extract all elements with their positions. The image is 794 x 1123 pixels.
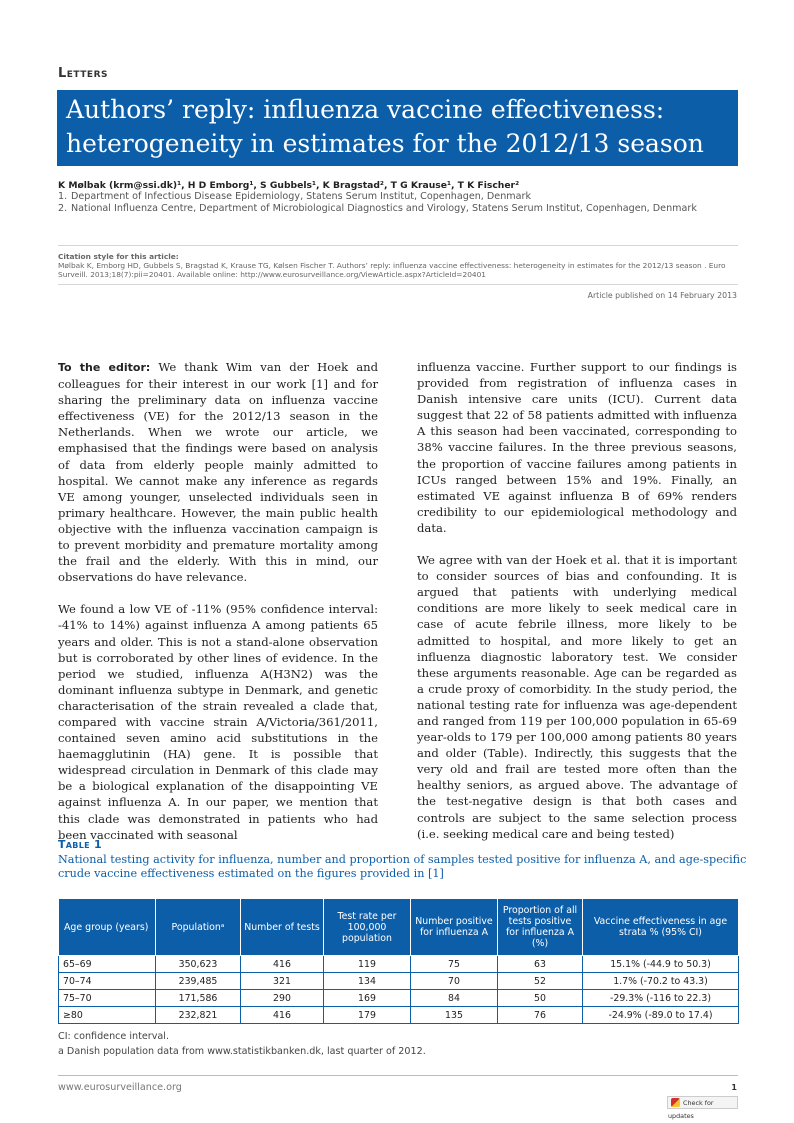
table-cell: 239,485 bbox=[156, 973, 241, 990]
column-header: Number positive for influenza A bbox=[411, 899, 498, 956]
title-banner bbox=[57, 90, 738, 166]
table-cell: 76 bbox=[498, 1007, 583, 1024]
paragraph bbox=[58, 601, 378, 842]
citation-heading: Citation style for this article: bbox=[58, 252, 179, 261]
column-header: Number of tests bbox=[241, 899, 324, 956]
table-row bbox=[59, 973, 739, 990]
author-list: K Mølbak (krm@ssi.dk)¹, H D Emborg¹, S Gubbels¹, K Bragstad², T G Krause¹, T K Fischer² bbox=[58, 180, 520, 191]
column-header: Populationᵃ bbox=[156, 899, 241, 956]
footer-divider bbox=[58, 1075, 738, 1076]
published-date: Article published on 14 February 2013 bbox=[587, 291, 737, 300]
paragraph-text: We thank Wim van der Hoek and colleagues for their interest in our work [1] and for sharing the preliminary data on influenza vaccine effectiveness (VE) for the 2012/13 season in the Netherlands. When we wrote our article, we emphasised that the findings were based on analysis of data from elderly people mainly admitted to hospital. We cannot make any inference as regards VE among younger, unselected individuals seen in primary healthcare. However, the main public health objective with the influenza vaccination campaign is to prevent morbidity and premature mortality among the frail and the elderly. With this in mind, our observations do have relevance. bbox=[58, 360, 378, 585]
table-row bbox=[59, 956, 739, 973]
footer-site: www.eurosurveillance.org bbox=[58, 1082, 182, 1093]
check-for-updates-label: Check for updates bbox=[668, 1099, 714, 1120]
right-column bbox=[417, 359, 737, 858]
divider bbox=[58, 245, 738, 246]
paragraph bbox=[58, 359, 378, 585]
table-cell: 84 bbox=[411, 990, 498, 1007]
table-cell: 321 bbox=[241, 973, 324, 990]
table-cell: 232,821 bbox=[156, 1007, 241, 1024]
table-cell: 134 bbox=[324, 973, 411, 990]
table-cell: 416 bbox=[241, 956, 324, 973]
check-for-updates-button[interactable] bbox=[667, 1096, 738, 1120]
column-header: Age group (years) bbox=[59, 899, 156, 956]
column-header: Test rate per 100,000 population bbox=[324, 899, 411, 956]
table-cell: 416 bbox=[241, 1007, 324, 1024]
table-row bbox=[59, 1007, 739, 1024]
table-cell: 75–70 bbox=[59, 990, 156, 1007]
table-cell: 171,586 bbox=[156, 990, 241, 1007]
table-cell: 50 bbox=[498, 990, 583, 1007]
affiliation-text: National Influenza Centre, Department of Microbiological Diagnostics and Virology, Statens Serum Institut, Copenhagen, Denmark bbox=[71, 203, 697, 214]
table-cell: 65–69 bbox=[59, 956, 156, 973]
table-cell: 52 bbox=[498, 973, 583, 990]
table-footnote-ci: CI: confidence interval. bbox=[58, 1031, 170, 1042]
article-title: Authors’ reply: influenza vaccine effectiveness: heterogeneity in estimates for the 2012/13 season bbox=[66, 95, 704, 158]
table-cell: 135 bbox=[411, 1007, 498, 1024]
table-cell: 119 bbox=[324, 956, 411, 973]
paragraph: We agree with van der Hoek et al. that it is important to consider sources of bias and confounding. It is argued that patients with underlying medical conditions are more likely to seek medical care in case of acute febrile illness, more likely to be admitted to hospital, and more likely to get an influenza diagnostic laboratory test. We consider these arguments reasonable. Age can be regarded as a crude proxy of comorbidity. In the study period, the national testing rate for influenza was age-dependent and ranged from 119 per 100,000 population in 65-69 year-olds to 179 per 100,000 among patients 80 years and older (Table). Indirectly, this suggests that the very old and frail are tested more often than the healthy seniors, as argued above. The advantage of the test-negative design is that both cases and controls are subject to the same selection process (i.e. seeking medical care and being tested) bbox=[417, 553, 737, 841]
column-header: Vaccine effectiveness in age strata % (95% CI) bbox=[583, 899, 739, 956]
affiliation-text: Department of Infectious Disease Epidemiology, Statens Serum Institut, Copenhagen, Denmark bbox=[71, 191, 532, 202]
data-table bbox=[58, 898, 739, 1024]
table-cell: 350,623 bbox=[156, 956, 241, 973]
table-cell: 63 bbox=[498, 956, 583, 973]
table-cell: 70 bbox=[411, 973, 498, 990]
citation-text: Mølbak K, Emborg HD, Gubbels S, Bragstad K, Krause TG, Kølsen Fischer T. Authors’ reply: influenza vaccine effectiveness: heterogeneity in estimates for the 2012/13 season . Euro Surveill. 2013;18(7):pii=20401. Available online: http://www.eurosurveillance.org/ViewArticle.aspx?ArticleId=20401 bbox=[58, 261, 726, 279]
affiliation-number: 2. bbox=[58, 203, 68, 214]
table-row bbox=[59, 990, 739, 1007]
affiliation-number: 1. bbox=[58, 191, 68, 202]
table-footnote-a: a Danish population data from www.statistikbanken.dk, last quarter of 2012. bbox=[58, 1046, 426, 1057]
table-cell: 179 bbox=[324, 1007, 411, 1024]
table-header-row bbox=[59, 899, 739, 956]
page-number: 1 bbox=[731, 1083, 737, 1092]
section-label: Letters bbox=[58, 66, 108, 81]
table-caption: National testing activity for influenza, number and proportion of samples tested positive for influenza A, and age-specific crude vaccine effectiveness estimated on the figures provided in [1] bbox=[58, 853, 747, 880]
table-cell: -24.9% (-89.0 to 17.4) bbox=[583, 1007, 739, 1024]
table-cell: 290 bbox=[241, 990, 324, 1007]
column-header: Proportion of all tests positive for influenza A (%) bbox=[498, 899, 583, 956]
paragraph-text: We found a low VE of -11% (95% confidence interval: -41% to 14%) against influenza A among patients 65 years and older. This is not a stand-alone observation but is corroborated by other lines of evidence. In the period we studied, influenza A(H3N2) was the dominant influenza subtype in Denmark, and genetic characterisation of the strain revealed a clade that, compared with vaccine strain A/Victoria/361/2011, contained seven amino acid substitutions in the haemagglutinin (HA) gene. It is possible that widespread circulation in Denmark of this clade may be a biological explanation of the disappointing VE against influenza A. In our paper, we mention that this clade was demonstrated in patients who had been vaccinated with seasonal bbox=[58, 602, 378, 842]
crossmark-icon bbox=[671, 1098, 680, 1107]
table-heading: Table 1 bbox=[58, 838, 102, 851]
table-cell: ≥80 bbox=[59, 1007, 156, 1024]
table-cell: -29.3% (-116 to 22.3) bbox=[583, 990, 739, 1007]
paragraph-lead: To the editor: bbox=[58, 361, 151, 374]
left-column bbox=[58, 359, 378, 859]
table-cell: 1.7% (-70.2 to 43.3) bbox=[583, 973, 739, 990]
table-cell: 169 bbox=[324, 990, 411, 1007]
table-cell: 15.1% (-44.9 to 50.3) bbox=[583, 956, 739, 973]
paragraph: influenza vaccine. Further support to our findings is provided from registration of influenza cases in Danish intensive care units (ICU). Current data suggest that 22 of 58 patients admitted with influenza A this season had been vaccinated, corresponding to 38% vaccine failures. In the three previous seasons, the proportion of vaccine failures among patients in ICUs ranged between 15% and 19%. Finally, an estimated VE against influenza B of 69% renders credibility to our epidemiological methodology and data. bbox=[417, 360, 737, 535]
table-cell: 70–74 bbox=[59, 973, 156, 990]
divider bbox=[58, 284, 738, 285]
table-cell: 75 bbox=[411, 956, 498, 973]
